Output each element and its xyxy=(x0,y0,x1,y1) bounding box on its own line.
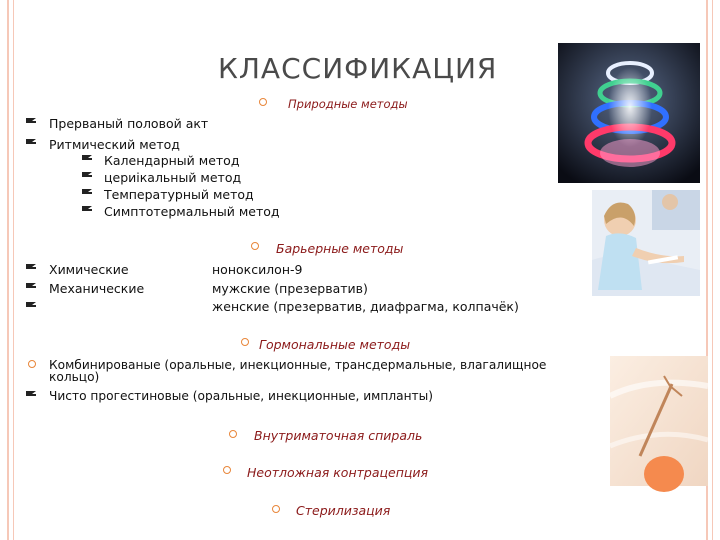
left-border-line-inner xyxy=(13,0,14,540)
arrow-bullet-icon xyxy=(82,206,92,214)
arrow-bullet-icon xyxy=(26,391,36,399)
heading-hormonal-methods: Гормональные методы xyxy=(259,337,411,352)
woman-photo xyxy=(592,190,700,296)
heading-iud: Внутриматочная спираль xyxy=(254,428,423,443)
arrow-bullet-icon xyxy=(26,139,36,147)
arrow-bullet-icon xyxy=(82,155,92,163)
heading-emergency-contraception: Неотложная контрацепция xyxy=(247,465,429,480)
natural-subitem: цериікальный метод xyxy=(104,170,242,185)
hormonal-item-continued: кольцо) xyxy=(49,370,100,384)
barrier-label: Механические xyxy=(49,281,145,296)
right-border-line-inner xyxy=(712,0,713,540)
heading-natural-methods: Природные методы xyxy=(288,97,408,111)
barrier-value: мужские (презерватив) xyxy=(212,281,368,296)
arrow-bullet-icon xyxy=(26,118,36,126)
barrier-label: Химические xyxy=(49,262,129,277)
heading-sterilization: Стерилизация xyxy=(296,503,391,518)
barrier-value: ноноксилон-9 xyxy=(212,262,303,277)
bullet-circle-icon xyxy=(223,466,231,474)
accent-circle xyxy=(644,456,684,492)
bullet-circle-icon xyxy=(229,430,237,438)
bullet-circle-icon xyxy=(272,505,280,513)
bullet-circle-icon xyxy=(251,242,259,250)
natural-item: Ритмический метод xyxy=(49,137,180,152)
natural-subitem: Симптотермальный метод xyxy=(104,204,280,219)
bullet-circle-icon xyxy=(241,338,249,346)
natural-subitem: Температурный метод xyxy=(104,187,254,202)
barrier-value: женские (презерватив, диафрагма, колпачёк) xyxy=(212,299,519,314)
natural-item: Прерваный половой акт xyxy=(49,116,209,131)
hormonal-item: Чисто прогестиновые (оральные, инекционные, импланты) xyxy=(49,389,434,403)
condoms-photo xyxy=(558,43,700,183)
bullet-circle-icon xyxy=(259,98,267,106)
arrow-bullet-icon xyxy=(26,302,36,310)
heading-barrier-methods: Барьерные методы xyxy=(276,241,404,256)
arrow-bullet-icon xyxy=(82,189,92,197)
arrow-bullet-icon xyxy=(26,264,36,272)
arrow-bullet-icon xyxy=(82,172,92,180)
left-border-line xyxy=(7,0,9,540)
arrow-bullet-icon xyxy=(26,283,36,291)
slide-title: КЛАССИФИКАЦИЯ xyxy=(218,52,498,85)
natural-subitem: Календарный метод xyxy=(104,153,240,168)
hormonal-item: Комбинированые (оральные, инекционные, трансдермальные, влагалищное xyxy=(49,358,547,372)
bullet-circle-icon xyxy=(28,360,36,368)
